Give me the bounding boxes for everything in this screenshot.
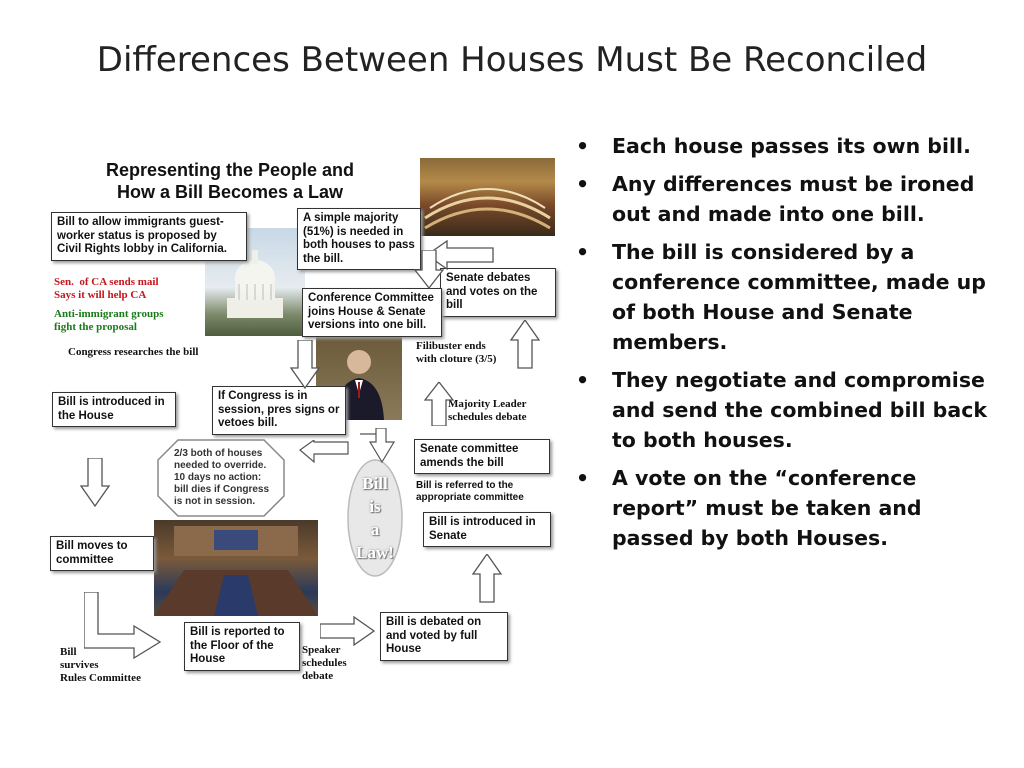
- box-immigrants-bill: Bill to allow immigrants guest-worker status is proposed by Civil Rights lobby in California.: [51, 212, 247, 261]
- bullet-list: [576, 131, 1006, 561]
- bullet-glyph: •: [576, 134, 590, 158]
- note-anti-immigrant: Anti-immigrant groups fight the proposal: [54, 308, 164, 333]
- bill-process-diagram: [40, 150, 560, 695]
- arrow-up-icon: [424, 382, 454, 426]
- note-majority-leader: Majority Leader schedules debate: [448, 398, 527, 423]
- bullet-text: Any differences must be ironed out and made into one bill.: [612, 172, 975, 226]
- bullet-item: [576, 169, 1006, 229]
- law-word: is: [369, 497, 381, 516]
- bullet-item: [576, 131, 1006, 161]
- slide-title: Differences Between Houses Must Be Reconciled: [96, 40, 928, 80]
- note-veto-override: 2/3 both of houses needed to override. 10 days no action: bill dies if Congress is not in session.: [174, 448, 270, 507]
- box-senate-committee: Senate committee amends the bill: [414, 439, 550, 474]
- house-chamber-photo: [154, 520, 318, 616]
- diagram-title: [60, 159, 400, 203]
- senate-chamber-photo: [420, 158, 555, 236]
- bullet-text: Each house passes its own bill.: [612, 134, 971, 158]
- arrow-down-icon: [290, 340, 320, 390]
- bullet-item: [576, 463, 1006, 553]
- bullet-glyph: •: [576, 368, 590, 392]
- arrow-bent-right-icon: [84, 592, 164, 662]
- note-rules-committee: Bill survives Rules Committee: [60, 646, 141, 684]
- note-referred-committee: Bill is referred to the appropriate committee: [416, 480, 524, 503]
- box-introduced-senate: Bill is introduced in Senate: [423, 512, 551, 547]
- box-reported-floor: Bill is reported to the Floor of the House: [184, 622, 300, 671]
- bullet-glyph: •: [576, 240, 590, 264]
- box-simple-majority: A simple majority (51%) is needed in both houses to pass the bill.: [297, 208, 421, 270]
- arrow-up-icon: [472, 554, 502, 604]
- diagram-title-line2: How a Bill Becomes a Law: [116, 182, 344, 202]
- box-moves-committee: Bill moves to committee: [50, 536, 154, 571]
- law-word: a: [370, 520, 380, 539]
- note-speaker: Speaker schedules debate: [302, 644, 347, 682]
- law-word: Law!: [356, 543, 394, 562]
- arrow-down-icon: [80, 458, 110, 508]
- bullet-glyph: •: [576, 466, 590, 490]
- diagram-title-line1: Representing the People and: [105, 160, 355, 180]
- bullet-text: A vote on the “conference report” must be taken and passed by both Houses.: [612, 466, 922, 550]
- box-senate-debates: Senate debates and votes on the bill: [440, 268, 556, 317]
- arrow-right-icon: [320, 616, 376, 646]
- chamber-seats-icon: [420, 158, 555, 236]
- arrow-down-icon: [360, 428, 400, 464]
- bullet-text: The bill is considered by a conference committee, made up of both House and Senate members.: [612, 240, 986, 354]
- arrow-left-icon: [298, 440, 350, 464]
- bill-is-law-text: [346, 472, 404, 564]
- box-conference-committee: Conference Committee joins House & Senate versions into one bill.: [302, 288, 442, 337]
- arrow-up-icon: [510, 320, 540, 370]
- box-debated-house: Bill is debated on and voted by full House: [380, 612, 508, 661]
- bullet-text: They negotiate and compromise and send the combined bill back to both houses.: [612, 368, 987, 452]
- box-introduced-house: Bill is introduced in the House: [52, 392, 176, 427]
- bullet-item: [576, 365, 1006, 455]
- law-word: Bill: [362, 474, 388, 493]
- note-senator-mail: Sen. of CA sends mail Says it will help CA: [54, 276, 159, 301]
- note-congress-research: Congress researches the bill: [68, 346, 199, 358]
- arrow-down-icon: [414, 250, 444, 290]
- bullet-glyph: •: [576, 172, 590, 196]
- box-president-signs: If Congress is in session, pres signs or vetoes bill.: [212, 386, 346, 435]
- house-floor-icon: [154, 520, 318, 616]
- bullet-item: [576, 237, 1006, 357]
- note-filibuster: Filibuster ends with cloture (3/5): [416, 340, 497, 365]
